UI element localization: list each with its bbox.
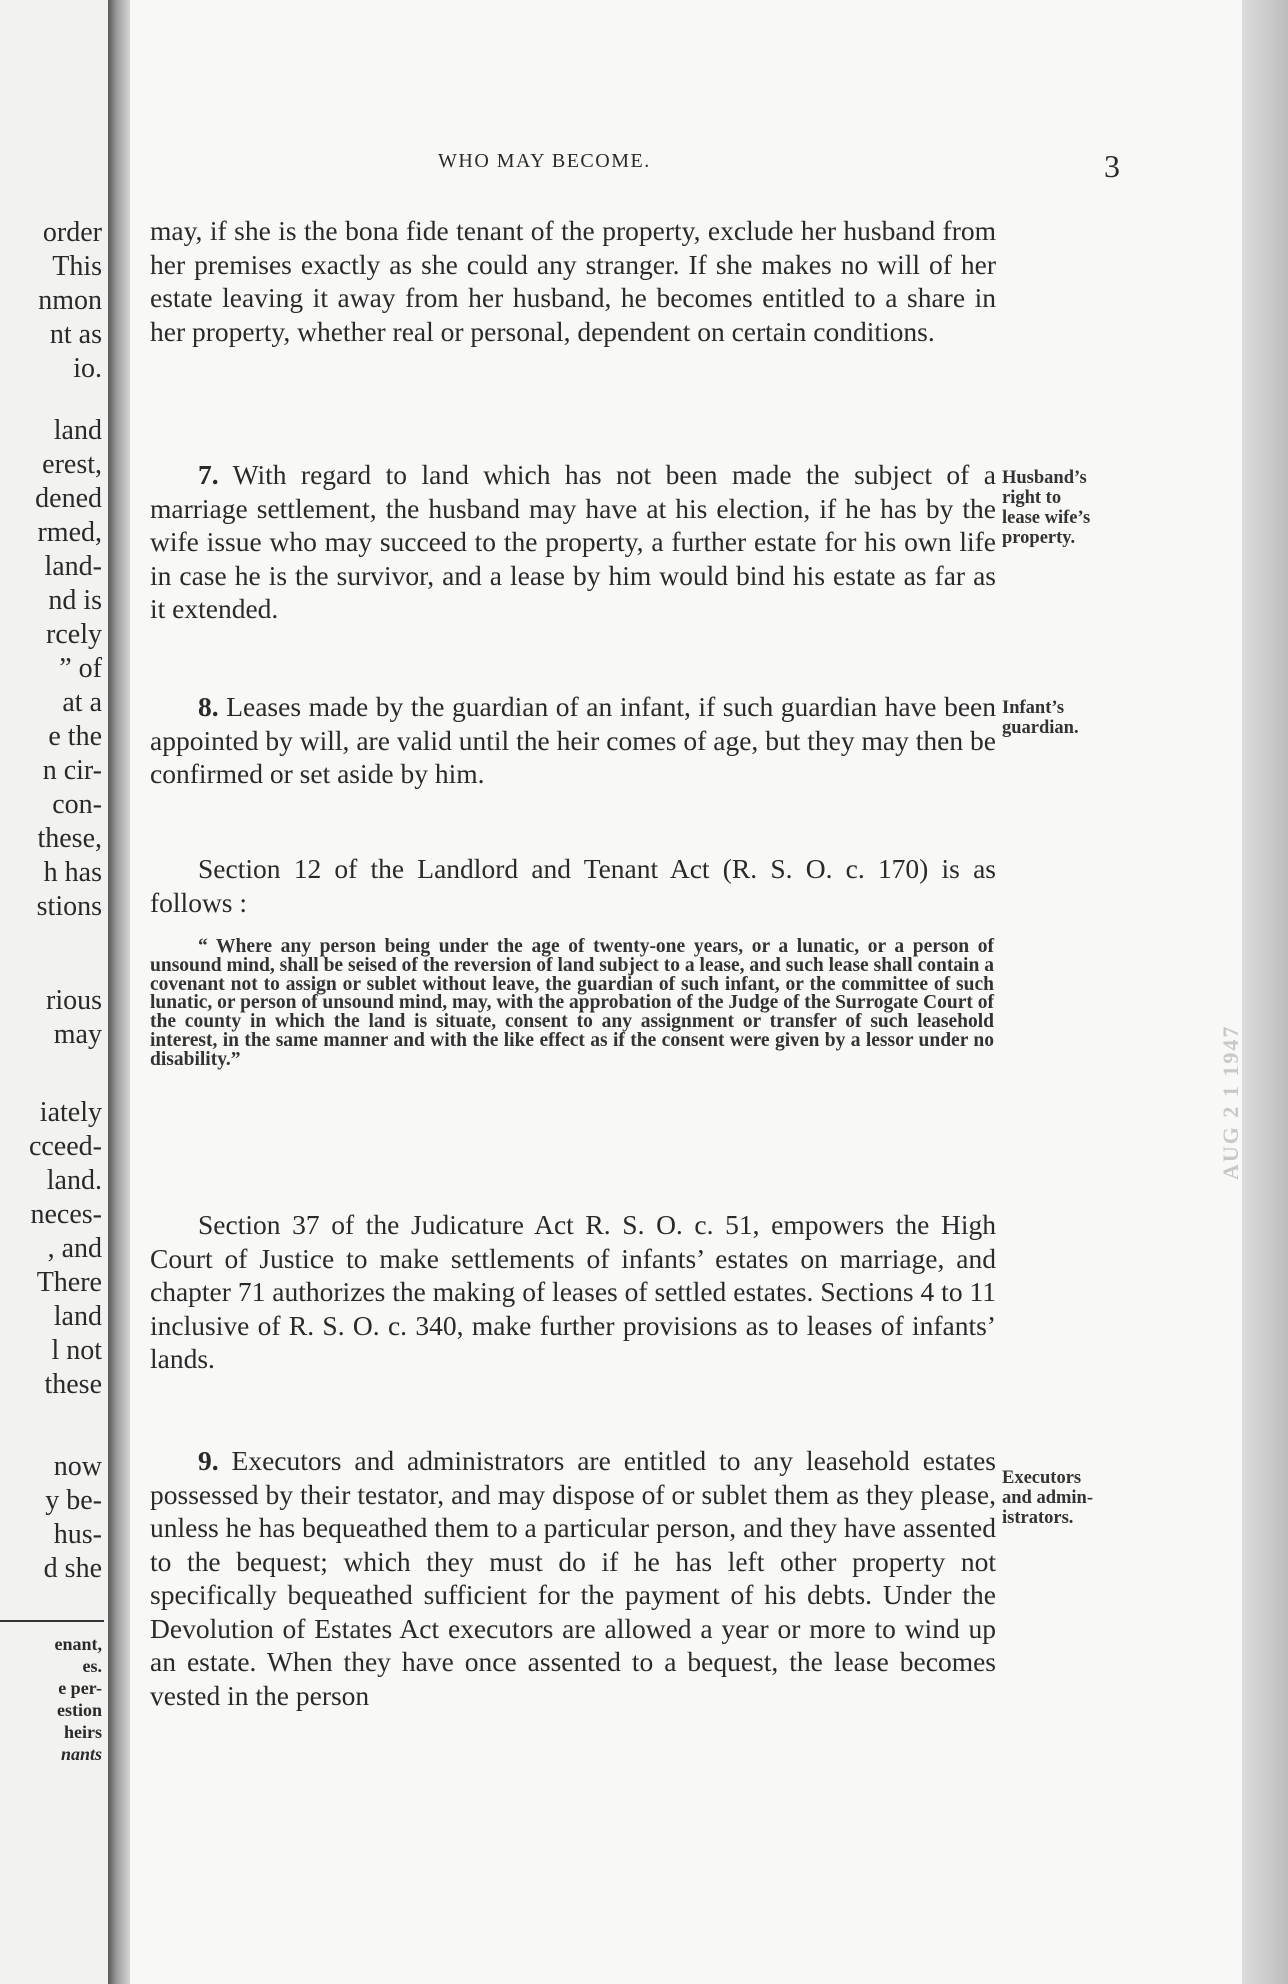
paragraph-section-12: Section 12 of the Landlord and Tenant Act (R. S. O. c. 170) is as follows :	[150, 853, 996, 918]
left-page-line: This	[52, 251, 102, 282]
left-page-line: y be-	[45, 1485, 102, 1516]
left-page-line: rcely	[46, 619, 102, 650]
left-page-line: dened	[35, 483, 102, 514]
left-footnote-line: e per-	[58, 1678, 102, 1698]
page-number: 3	[1104, 148, 1120, 184]
left-page-line: io.	[73, 353, 102, 384]
left-page-line: e the	[48, 721, 102, 752]
left-footnote-line: es.	[82, 1656, 102, 1676]
left-page-line: l not	[51, 1335, 102, 1366]
paragraph-text: Executors and administrators are entitled to any leasehold estates possessed by their testator, and may dispose of or sublet them as they please, unless he has bequeathed them to a particular person, and they have assented to the bequest; which they must do if he has left other property not specifically bequeathed sufficient for the payment of his debts. Under the Devolution of Estates Act executors are allowed a year or more to wind up an estate. When they have once assented to a bequest, the lease becomes vested in the person	[150, 1445, 997, 1711]
left-page-line: nmon	[38, 285, 102, 316]
left-page-line: h has	[43, 857, 102, 888]
left-page-line: at a	[62, 687, 102, 718]
paragraph-number: 9.	[198, 1445, 219, 1476]
paragraph-number: 8.	[198, 691, 219, 722]
paragraph-7	[150, 458, 996, 626]
margin-note-executors: Executors and admin- istrators.	[1002, 1468, 1093, 1528]
left-page-line: may	[53, 1019, 102, 1050]
left-page-line: iately	[39, 1097, 102, 1128]
paragraph-intro: may, if she is the bona fide tenant of the property, exclude her husband from her premises exactly as she could any stranger. If she makes no will of her estate leaving it away from her husband, he becomes entitled to a share in her property, whether real or personal, dependent on certain conditions.	[150, 215, 996, 347]
left-page-line: con-	[52, 789, 102, 820]
paragraph-section-37: Section 37 of the Judicature Act R. S. O. c. 51, empowers the High Court of Justice to make settlements of infants’ estates on marriage, and chapter 71 authorizes the making of leases of settled estates. Sections 4 to 11 inclusive of R. S. O. c. 340, make further provisions as to leases of infants’ lands.	[150, 1209, 996, 1374]
left-page-line: nd is	[48, 585, 102, 616]
margin-note-infant: Infant’s guardian.	[1002, 698, 1079, 738]
left-page-line: erest,	[42, 449, 102, 480]
paragraph-text: Leases made by the guardian of an infant, if such guardian have been appointed by will, are valid until the heir comes of age, but they may then be confirmed or set aside by him.	[150, 691, 996, 789]
left-page-line: cceed-	[28, 1131, 102, 1162]
paragraph-text: With regard to land which has not been made the subject of a marriage settlement, the husband may have at his election, if he has by the wife issue who may succeed to the property, a further estate for his own life in case he is the survivor, and a lease by him would bind his estate as far as it extended.	[150, 459, 996, 624]
statute-quotation: “ Where any person being under the age of twenty-one years, or a lunatic, or a person of unsound mind, shall be seised of the reversion of land subject to a lease, and such lease shall contain a covenant not to assign or sublet without leave, the guardian of such infant, or the committee of such lunatic, or person of unsound mind, may, with the approbation of the Judge of the Surrogate Court of the county in which the land is situate, consent to any assignment or transfer of such leasehold interest, in the same manner and with the like effect as if the consent were given by a lessor under no disability.”	[150, 936, 995, 1070]
book-gutter	[108, 0, 130, 1984]
left-page-line: rious	[46, 985, 102, 1016]
paragraph-number: 7.	[198, 459, 219, 490]
left-page-line: land	[53, 1301, 102, 1332]
left-footnote-line: enant,	[54, 1634, 102, 1654]
left-page-footnote-rule	[0, 1620, 104, 1622]
left-page-line: d she	[43, 1553, 102, 1584]
left-page-line: stions	[36, 891, 102, 922]
page-edge	[1242, 0, 1288, 1984]
left-page-line: ” of	[59, 653, 102, 684]
left-page-line: these,	[37, 823, 102, 854]
left-page-line: land-	[44, 551, 102, 582]
left-page-line: neces-	[30, 1199, 102, 1230]
left-page-line: n cir-	[42, 755, 102, 786]
left-facing-page	[0, 0, 108, 1984]
left-page-line: land.	[46, 1165, 102, 1196]
left-footnote-line: nants	[60, 1744, 102, 1764]
running-head: WHO MAY BECOME.	[438, 150, 651, 172]
left-page-line: There	[36, 1267, 102, 1298]
left-footnote-line: heirs	[64, 1722, 102, 1742]
margin-note-husband: Husband’s right to lease wife’s property.	[1002, 468, 1091, 548]
left-page-line: hus-	[53, 1519, 102, 1550]
paragraph-8	[150, 690, 996, 791]
left-page-line: land	[53, 415, 102, 446]
left-page-line: these	[44, 1369, 102, 1400]
left-page-line: nt as	[49, 319, 102, 350]
left-page-line: order	[42, 217, 102, 248]
left-footnote-line: estion	[57, 1700, 102, 1720]
left-page-line: , and	[47, 1233, 102, 1264]
left-page-line: rmed,	[37, 517, 102, 548]
paragraph-9	[150, 1444, 996, 1712]
left-page-line: now	[53, 1451, 102, 1482]
library-stamp: AUG 2 1 1947	[1218, 1024, 1243, 1180]
